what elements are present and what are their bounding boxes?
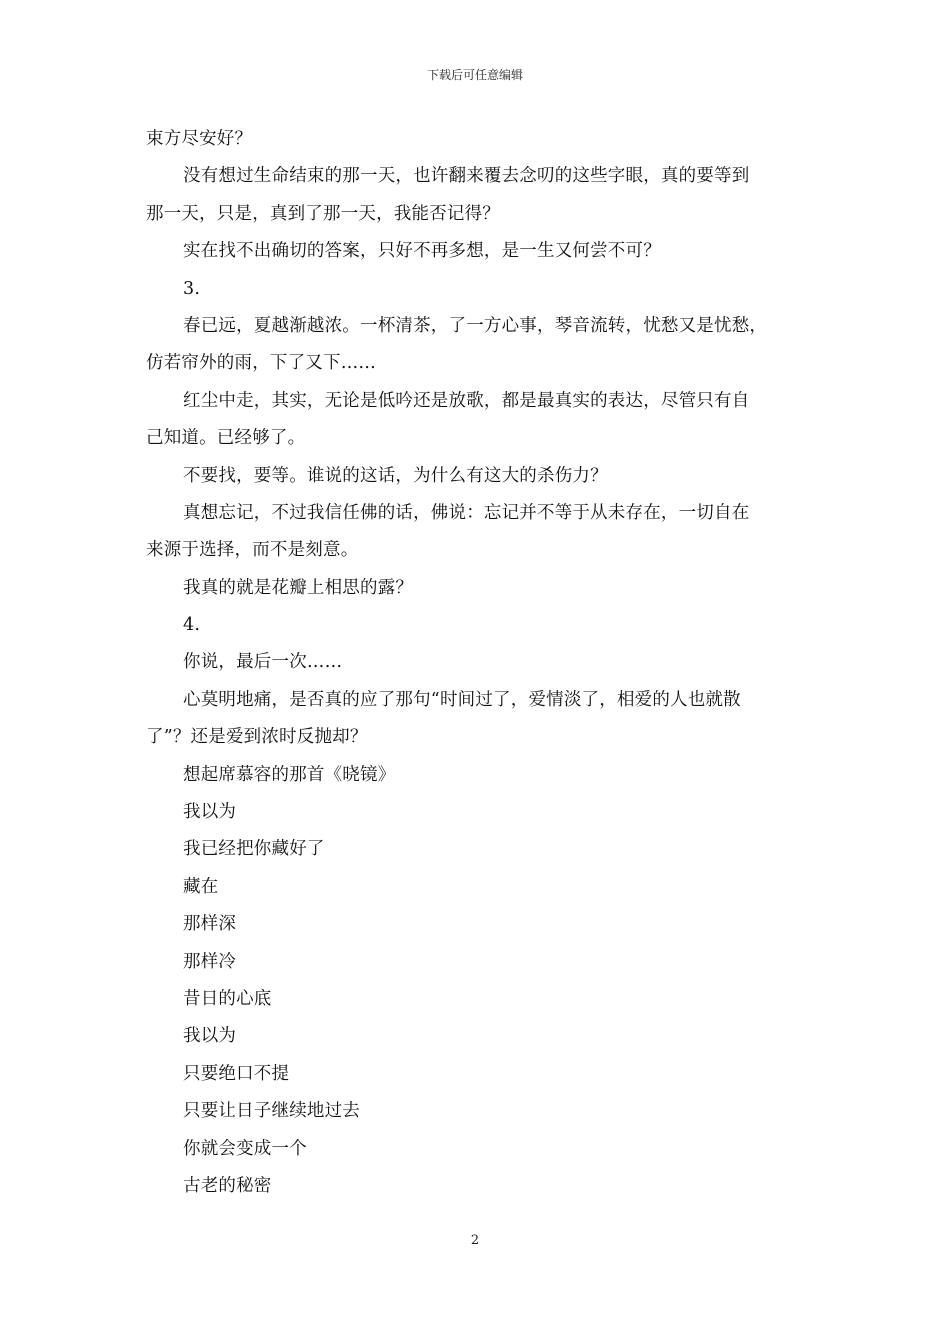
text-line: 你就会变成一个 — [183, 1138, 307, 1159]
text-line: 我以为 — [183, 802, 237, 823]
text-line: 春已远，夏越渐越浓。一杯清茶，了一方心事，琴音流转，忧愁又是忧愁， — [183, 315, 768, 336]
text-line: 我已经把你藏好了 — [183, 839, 325, 860]
text-line: 4. — [183, 615, 201, 636]
text-line: 昔日的心底 — [183, 988, 272, 1009]
text-line: 红尘中走，其实，无论是低吟还是放歌，都是最真实的表达，尽管只有自 — [183, 390, 750, 411]
text-line: 不要找，要等。谁说的这话，为什么有这大的杀伤力？ — [183, 465, 608, 486]
text-line: 束方尽安好？ — [146, 129, 253, 149]
text-line: 实在找不出确切的答案，只好不再多想，是一生又何尝不可？ — [183, 241, 661, 262]
text-line: 古老的秘密 — [183, 1175, 272, 1196]
text-line: 那样冷 — [183, 951, 237, 972]
text-line: 了”？还是爱到浓时反抛却？ — [146, 727, 368, 748]
text-line: 你说，最后一次…… — [183, 652, 343, 673]
page-header: 下载后可任意编辑 — [426, 68, 523, 82]
text-line: 心莫明地痛，是否真的应了那句“时间过了，爱情淡了，相爱的人也就散 — [183, 689, 741, 710]
text-line: 只要绝口不提 — [183, 1063, 290, 1084]
text-line: 3. — [183, 278, 201, 299]
text-line: 真想忘记，不过我信任佛的话，佛说：忘记并不等于从未存在，一切自在 — [183, 502, 750, 523]
text-line: 己知道。已经够了。 — [146, 428, 306, 449]
text-line: 仿若帘外的雨，下了又下…… — [146, 353, 377, 374]
text-line: 我以为 — [183, 1026, 237, 1047]
text-line: 我真的就是花瓣上相思的露？ — [183, 577, 414, 598]
text-line: 只要让日子继续地过去 — [183, 1101, 360, 1122]
text-line: 想起席慕容的那首《晓镜》 — [183, 764, 396, 785]
text-line: 那一天，只是，真到了那一天，我能否记得？ — [146, 203, 500, 224]
text-line: 藏在 — [183, 876, 219, 897]
text-line: 那样深 — [183, 914, 237, 935]
text-line: 来源于选择，而不是刻意。 — [146, 540, 359, 561]
page-number: 2 — [470, 1233, 480, 1248]
text-line: 没有想过生命结束的那一天，也许翻来覆去念叨的这些字眼，真的要等到 — [183, 166, 750, 187]
document-body — [146, 121, 810, 1205]
